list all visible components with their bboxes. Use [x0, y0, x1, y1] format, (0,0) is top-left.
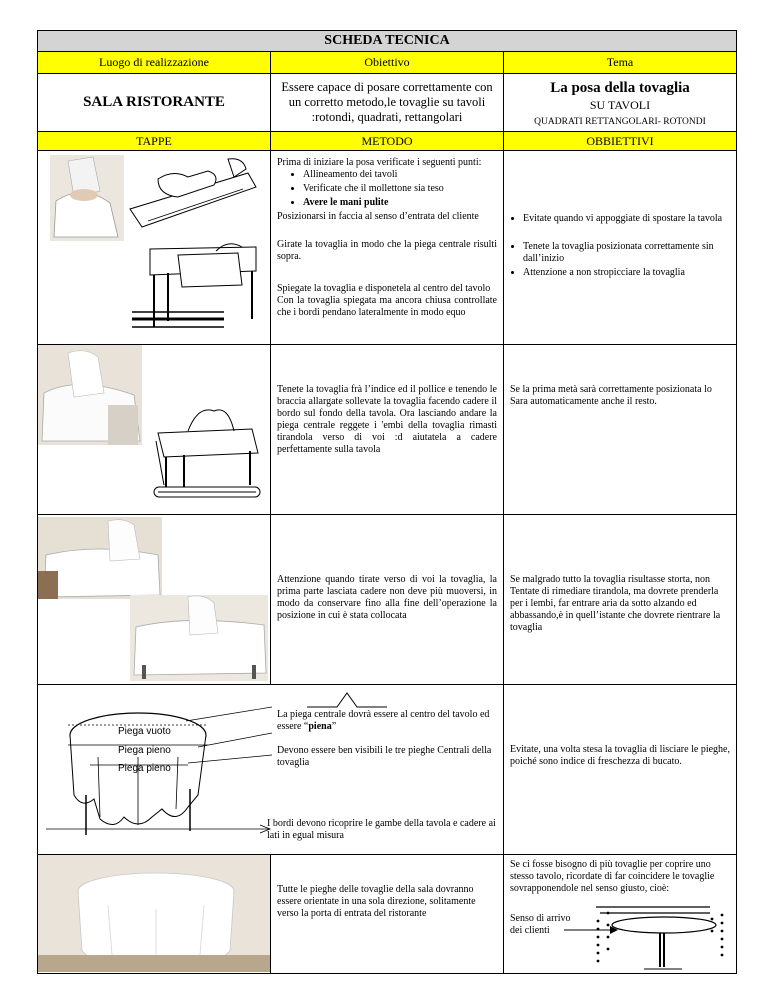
method-4-three-folds: Devono essere ben visibili le tre pieghe Centrali della tovaglia	[277, 745, 492, 768]
step-5-goal	[504, 855, 736, 973]
header-method: METODO	[271, 132, 504, 150]
step-4-diagram	[38, 685, 271, 854]
objective-value: Essere capace di posare correttamente con un corretto metodo,le tovaglie su tavoli :rotondi, quadrati, rettangolari	[271, 74, 504, 131]
fold-peak-icon	[307, 687, 387, 709]
step-2-method: Tenete la tovaglia frà l’indice ed il pollice e tenendo le braccia allargate sollevate la tovaglia facendo cadere il bordo sul fondo della tavola. Ora lasciando andare la piega centrale reggete i 'embi della tovaglia rimasti tirandola verso di voi :d aiutatela a cadere perfettamente sulla tavola	[271, 345, 504, 514]
label-place: Luogo di realizzazione	[38, 52, 271, 73]
overlapping-tablecloths-diagram	[504, 855, 736, 972]
technical-sheet	[37, 30, 737, 974]
method-1-check-edges: Con la tovaglia spiegata ma ancora chiusa controllate che i bordi pendano lateralmente in modo equo	[277, 295, 497, 318]
lifting-tablecloth-illustration	[38, 345, 270, 513]
method-1-fold: Girate la tovaglia in modo che la piega centrale risulti sopra.	[277, 239, 497, 262]
step-2-goal: Se la prima metà sarà correttamente posizionata lo Sara automaticamente anche il resto.	[510, 384, 712, 407]
step-3-photos	[38, 515, 271, 684]
goal-item: • Tenete la tovaglia posizionata correttamente sin dall’inizio	[523, 241, 730, 265]
method-1-unfold: Spiegate la tovaglia e disponetela al centro del tavolo	[277, 283, 491, 294]
method-4-text-a: La piega centrale dovrà essere al centro del tavolo ed essere “	[277, 709, 490, 732]
section-header-row	[37, 132, 737, 151]
goals-list	[510, 213, 730, 225]
label-objective: Obiettivo	[271, 52, 504, 73]
step-2-illustrations	[38, 345, 271, 514]
method-4-text-b: ”	[331, 721, 337, 732]
intro-row	[37, 74, 737, 132]
step-1-method	[271, 151, 504, 344]
method-4-center-fold	[277, 709, 497, 733]
header-goals: OBBIETTIVI	[504, 132, 736, 150]
method-1-position: Posizionarsi in faccia al senso d’entrata del cliente	[277, 211, 479, 222]
sheet-title: SCHEDA TECNICA	[37, 30, 737, 52]
goal-item: • Evitate quando vi appoggiate di spostare la tavola	[523, 213, 730, 225]
step-row-3	[37, 515, 737, 685]
step-3-goal: Se malgrado tutto la tovaglia risultasse storta, non Tentate di rimediare tirandola, ma dovrete prenderla per i lembi, far entrare aria da sotto alzando ed abbassando,è in quell’istante che dovrete rientrare la tovaglia	[510, 574, 721, 633]
theme-subtitle: SU TAVOLI	[589, 98, 651, 112]
step-5-photo	[38, 855, 271, 973]
tablecloth-hands-illustration	[38, 151, 270, 343]
method-1-intro: Prima di iniziare la posa verificate i seguenti punti:	[277, 157, 482, 168]
step-5-goal-text: Se ci fosse bisogno di più tovaglie per coprire uno stesso tavolo, ricordate di far coincidere le tovaglie sovrapponendole nel senso giusto, cioè:	[510, 859, 715, 894]
checklist-item: • Verificate che il mollettone sia teso	[303, 183, 497, 195]
step-5-method: Tutte le pieghe delle tovaglie della sala dovranno essere orientate in una sola direzione, solitamente verso la porta di entrata del ristorante	[271, 855, 504, 973]
theme-table-types: QUADRATI RETTANGOLARI- ROTONDI	[534, 117, 706, 127]
method-4-bold: piena	[308, 721, 332, 732]
label-theme: Tema	[504, 52, 736, 73]
arrival-direction-label: Senso di arrivo dei clienti	[510, 913, 571, 936]
place-value: SALA RISTORANTE	[38, 74, 271, 131]
step-row-4	[37, 685, 737, 855]
label-full-fold: Piega pieno	[118, 745, 171, 756]
pulling-tablecloth-photos	[38, 515, 270, 683]
step-1-goals	[504, 151, 736, 344]
checklist	[277, 169, 497, 209]
step-3-method: Attenzione quando tirate verso di voi la tovaglia, la prima parte lasciata cadere non deve più muoversi, in modo da conservare fino alla fine dell’operazione la posizione in cui è stata collocata	[271, 515, 504, 684]
goal-item: • Attenzione a non stropicciare la tovaglia	[523, 267, 730, 279]
step-row-1	[37, 151, 737, 345]
label-full-fold-2: Piega pieno	[118, 763, 171, 774]
dressed-round-table-photo	[38, 855, 270, 972]
checklist-item: • Avere le mani pulite	[303, 197, 497, 209]
step-row-2	[37, 345, 737, 515]
label-empty-fold: Piega vuoto	[118, 726, 171, 737]
header-steps: TAPPE	[38, 132, 271, 150]
header-labels-row	[37, 52, 737, 74]
step-row-5	[37, 855, 737, 974]
step-1-illustrations	[38, 151, 271, 344]
step-4-goal: Evitate, una volta stesa la tovaglia di lisciare le pieghe, poiché sono indice di freschezza di bucato.	[510, 744, 730, 767]
theme-title: La posa della tovaglia	[550, 80, 690, 96]
goals-list	[510, 241, 730, 279]
checklist-item: • Allineamento dei tavoli	[303, 169, 497, 181]
step-4-edges: I bordi devono ricoprire le gambe della tavola e cadere ai lati in egual misura	[267, 818, 496, 841]
theme-cell	[504, 74, 736, 131]
